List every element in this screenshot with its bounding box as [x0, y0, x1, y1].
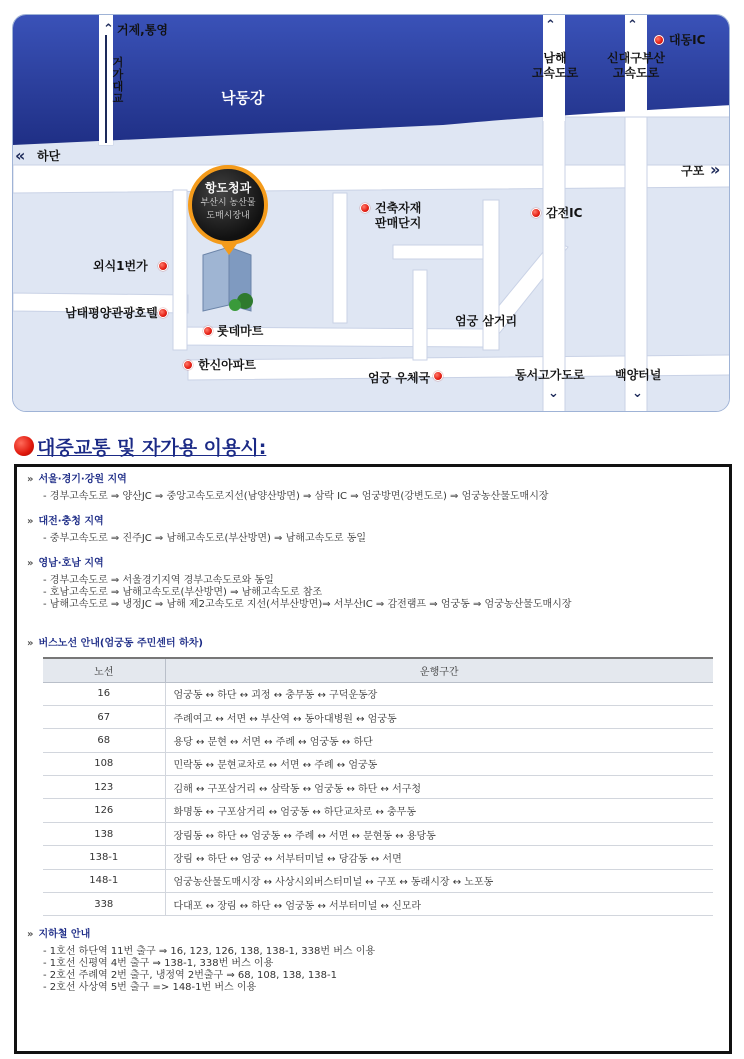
- bus-route-table: [43, 657, 713, 916]
- landmark-line: 건축자재: [375, 201, 422, 215]
- subway-heading: [27, 928, 719, 942]
- bus-route: 장림 ↔ 하단 ↔ 엄궁 ↔ 서부터미널 ↔ 당감동 ↔ 서면: [165, 846, 713, 869]
- location-dot-icon: [433, 371, 443, 381]
- bridge-label-text: 거가대교: [112, 56, 124, 105]
- table-header-row: [43, 658, 713, 682]
- table-row: [43, 846, 713, 869]
- highway-line: 고속도로: [531, 66, 579, 80]
- route-item: - 호남고속도로 ⇒ 남해고속도로(부산방면) ⇒ 남해고속도로 참조: [43, 587, 719, 599]
- down-arrow-icon: ⌄: [548, 386, 559, 401]
- table-row: [43, 729, 713, 752]
- west-arrow-icon: «: [15, 146, 26, 165]
- bus-number: 126: [43, 799, 165, 822]
- pin-pointer: [219, 241, 239, 255]
- bus-number: 148-1: [43, 869, 165, 892]
- bus-route: 다대포 ↔ 장림 ↔ 하단 ↔ 엄궁동 ↔ 서부터미널 ↔ 신모라: [165, 893, 713, 916]
- up-arrow-icon: ⌃: [545, 18, 556, 33]
- column-header: 노선: [43, 658, 165, 682]
- east-direction-label: 구포: [681, 164, 705, 178]
- location-dot-icon: [203, 326, 213, 336]
- landmark-line: 판매단지: [375, 216, 422, 230]
- subway-route-item: - 1호선 하단역 11번 출구 ⇒ 16, 123, 126, 138, 138-1, 338번 버스 이용: [43, 946, 719, 958]
- dongseo-road-label: 동서고가도로: [515, 368, 585, 382]
- hangdo-location-pin: [188, 165, 268, 245]
- hanshin-apt-label: 한신아파트: [198, 358, 256, 372]
- table-row: [43, 705, 713, 728]
- building-illustration: [203, 247, 253, 311]
- location-dot-icon: [183, 360, 193, 370]
- region-title: 영남·호남 지역: [38, 558, 104, 569]
- region-heading: [27, 557, 719, 571]
- bus-route: 장림동 ↔ 하단 ↔ 엄궁동 ↔ 주례 ↔ 서면 ↔ 문현동 ↔ 용당동: [165, 822, 713, 845]
- lotte-mart-label: 롯데마트: [217, 324, 264, 338]
- baekyang-tunnel-label: 백양터널: [615, 368, 662, 382]
- heading-marker: »: [27, 929, 34, 941]
- table-row: [43, 776, 713, 799]
- region-title: 대전·충청 지역: [38, 516, 104, 527]
- river-label: 낙동강: [221, 89, 265, 107]
- region-title: 서울·경기·강원 지역: [38, 474, 127, 485]
- bus-number: 138-1: [43, 846, 165, 869]
- heading-marker: »: [27, 516, 34, 527]
- bus-number: 138: [43, 822, 165, 845]
- subway-route-item: - 2호선 사상역 5번 출구 => 148-1번 버스 이용: [43, 982, 719, 994]
- heading-marker: »: [27, 638, 34, 649]
- gamjeon-ic-label: 감전IC: [546, 206, 583, 220]
- column-header: 운행구간: [165, 658, 713, 682]
- bus-route: 엄궁동 ↔ 하단 ↔ 괴정 ↔ 충무동 ↔ 구덕운동장: [165, 682, 713, 705]
- route-list: [43, 491, 719, 503]
- highway-line: 고속도로: [612, 66, 660, 80]
- location-dot-icon: [158, 308, 168, 318]
- bus-number: 68: [43, 729, 165, 752]
- location-dot-icon: [654, 35, 664, 45]
- location-dot-icon: [531, 208, 541, 218]
- eomgung-post-label: 엄궁 우체국: [368, 371, 431, 385]
- location-map: ⌃ 거제,통영 거가대교 낙동강 « 하단 구포 » ⌃ ⌃ 남해 고속도로 신대구부산 고속도로 대동IC 항도청과 부산시 농산물 도매시장내 건축자재 판매단지 감전IC 외식1번가 남태평양관광호텔 롯데마트 한신아파트 엄궁 삼거리 엄궁 우체국 동서고가도로 백양터널 ⌄ ⌄: [12, 14, 730, 412]
- up-arrow-icon: ⌃: [627, 18, 638, 33]
- route-item: - 경부고속도로 ⇒ 서울경기지역 경부고속도로와 동일: [43, 575, 719, 587]
- route-item: - 중부고속도로 ⇒ 진주JC ⇒ 남해고속도로(부산방면) ⇒ 남해고속도로 동일: [43, 533, 719, 545]
- table-row: [43, 682, 713, 705]
- highway-line: 남해: [543, 51, 567, 65]
- location-dot-icon: [158, 261, 168, 271]
- west-direction-label: 하단: [37, 149, 61, 163]
- heading-marker: »: [27, 474, 34, 485]
- bus-title: 버스노선 안내(엄궁동 주민센터 하차): [38, 638, 203, 649]
- route-item: - 경부고속도로 ⇒ 양산JC ⇒ 중앙고속도로지선(남양산방면) ⇒ 삼락 IC ⇒ 엄궁방면(강변도로) ⇒ 엄궁농산물도매시장: [43, 491, 719, 503]
- pin-subtitle: 부산시 농산물: [200, 198, 256, 208]
- bus-number: 338: [43, 893, 165, 916]
- bus-route: 엄궁농산물도매시장 ↔ 사상시외버스터미널 ↔ 구포 ↔ 동래시장 ↔ 노포동: [165, 869, 713, 892]
- heading-marker: »: [27, 558, 34, 569]
- table-row: [43, 869, 713, 892]
- bus-number: 16: [43, 682, 165, 705]
- route-list: [43, 533, 719, 545]
- bus-route: 민락동 ↔ 문현교차로 ↔ 서면 ↔ 주례 ↔ 엄궁동: [165, 752, 713, 775]
- down-arrow-icon: ⌄: [632, 386, 643, 401]
- bus-route: 주례여고 ↔ 서면 ↔ 부산역 ↔ 동아대병원 ↔ 엄궁동: [165, 705, 713, 728]
- bridge-label: [112, 57, 124, 105]
- pin-title: 항도청과: [204, 181, 252, 195]
- building-material-label: [375, 201, 421, 231]
- table-row: [43, 752, 713, 775]
- bus-number: 67: [43, 705, 165, 728]
- red-bullet-icon: [14, 436, 34, 456]
- highway-nambae-label: [527, 51, 583, 81]
- daedong-ic-label: 대동IC: [669, 33, 706, 47]
- subway-title: 지하철 안내: [38, 929, 91, 941]
- bus-route: 화명동 ↔ 구포삼거리 ↔ 엄궁동 ↔ 하단교차로 ↔ 충무동: [165, 799, 713, 822]
- namtae-hotel-label: 남태평양관광호텔: [65, 306, 158, 320]
- bus-route: 김해 ↔ 구포삼거리 ↔ 삼락동 ↔ 엄궁동 ↔ 하단 ↔ 서구청: [165, 776, 713, 799]
- directions-info-box: [14, 464, 732, 1054]
- bus-route: 용당 ↔ 문현 ↔ 서면 ↔ 주례 ↔ 엄궁동 ↔ 하단: [165, 729, 713, 752]
- pin-subtitle: 도매시장내: [206, 211, 250, 221]
- location-dot-icon: [360, 203, 370, 213]
- bus-heading: [27, 637, 719, 651]
- east-arrow-icon: »: [710, 160, 721, 179]
- route-list: [43, 575, 719, 611]
- subway-route-item: - 1호선 신평역 4번 출구 ⇒ 138-1, 338번 버스 이용: [43, 958, 719, 970]
- region-heading: [27, 473, 719, 487]
- route-item: - 남해고속도로 ⇒ 냉정JC ⇒ 남해 제2고속도로 지선(서부산방면)⇒ 서부산IC ⇒ 감전램프 ⇒ 엄궁동 ⇒ 엄궁농산물도매시장: [43, 599, 719, 611]
- table-row: [43, 893, 713, 916]
- highway-daegu-busan-label: [595, 51, 677, 81]
- north-direction-label: 거제,통영: [117, 23, 168, 37]
- subway-route-item: - 2호선 주례역 2번 출구, 냉정역 2번출구 ⇒ 68, 108, 138, 138-1: [43, 970, 719, 982]
- table-row: [43, 822, 713, 845]
- section-title-text: 대중교통 및 자가용 이용시:: [37, 436, 267, 459]
- region-heading: [27, 515, 719, 529]
- highway-line: 신대구부산: [607, 51, 665, 65]
- subway-route-list: [43, 946, 719, 994]
- section-title: [14, 432, 266, 460]
- eomgung-junction-label: 엄궁 삼거리: [455, 314, 518, 328]
- bus-number: 123: [43, 776, 165, 799]
- oesik-label: 외식1번가: [93, 259, 148, 273]
- table-row: [43, 799, 713, 822]
- bus-number: 108: [43, 752, 165, 775]
